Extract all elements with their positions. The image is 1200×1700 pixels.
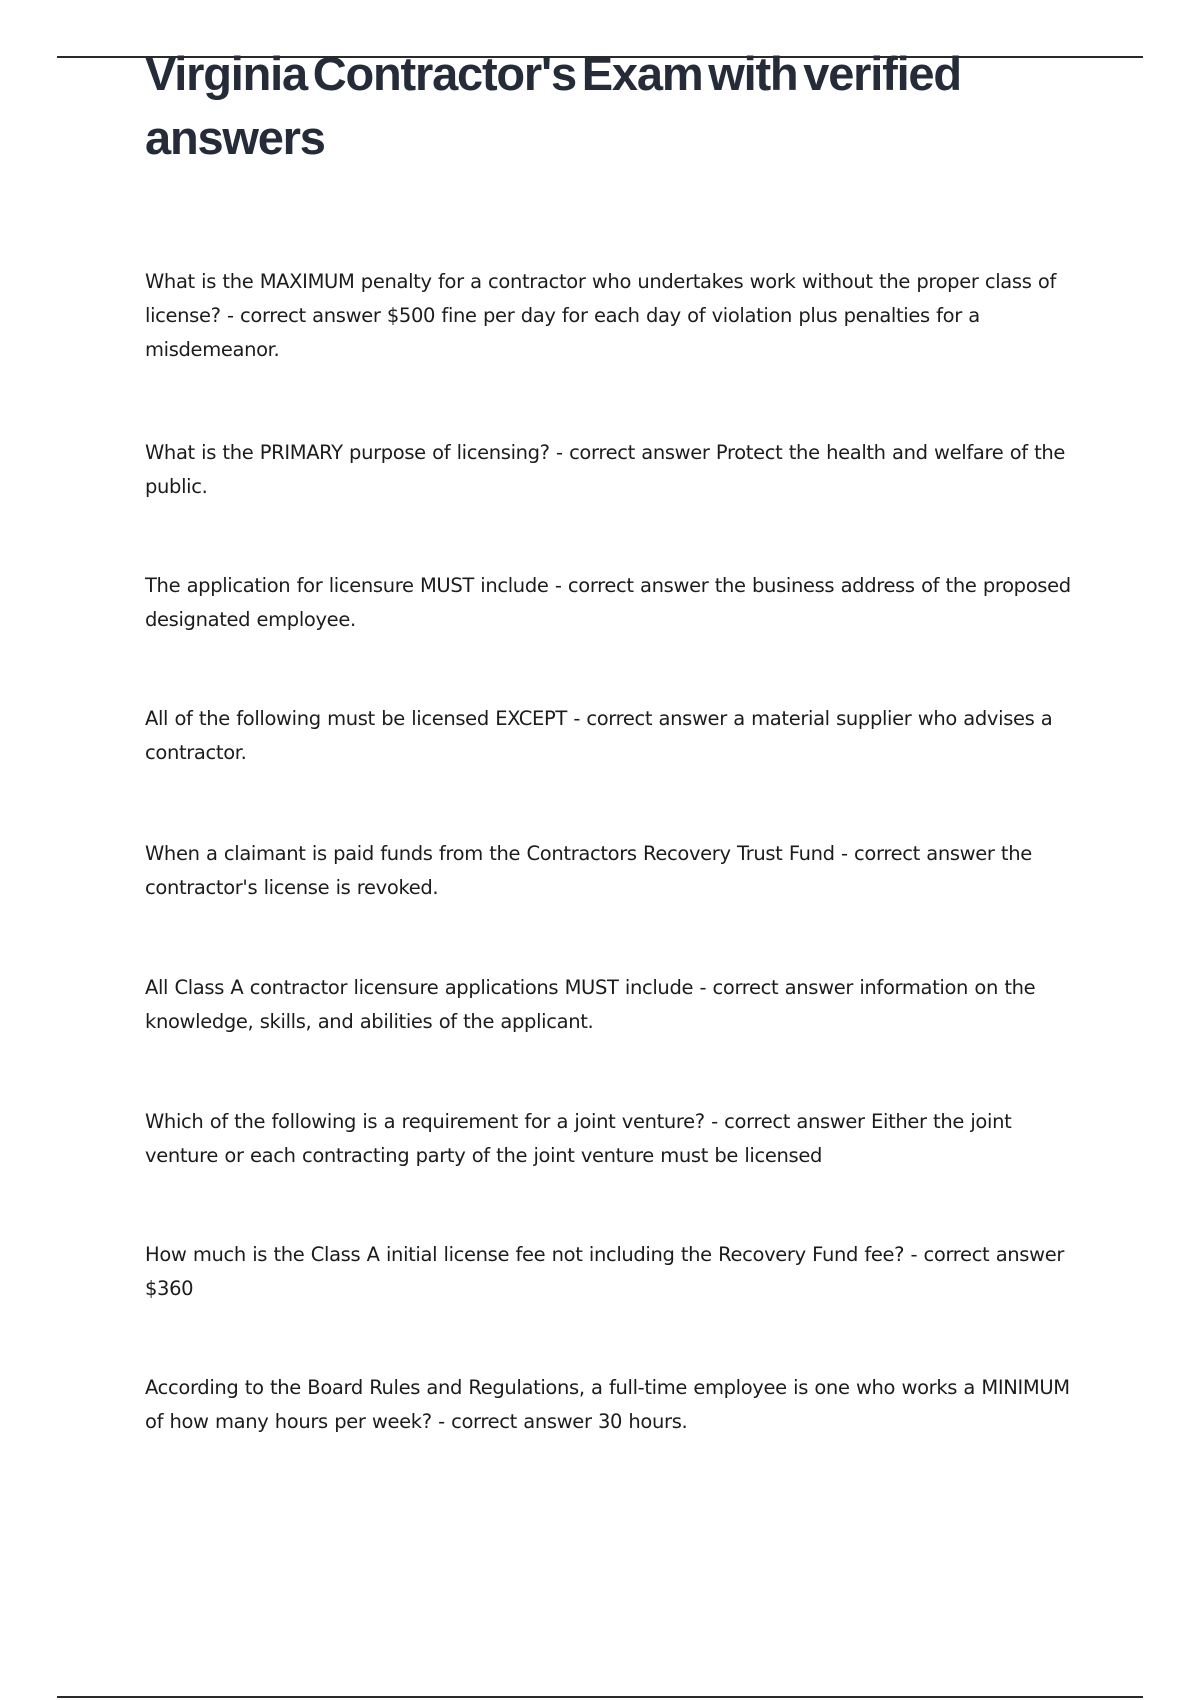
- qa-entry-9: According to the Board Rules and Regulations, a full-time employee is one who works a MINIMUM of how many hours per week? - correct answer 30 hours.: [145, 1376, 1070, 1433]
- bottom-rule: [57, 1696, 1143, 1698]
- qa-entry-7: Which of the following is a requirement for a joint venture? - correct answer Either the joint venture or each contracting party of the joint venture must be licensed: [145, 1110, 1012, 1167]
- qa-entry-1: What is the MAXIMUM penalty for a contractor who undertakes work without the proper class of license? - correct answer $500 fine per day for each day of violation plus penalties for a misdemeanor.: [145, 270, 1056, 361]
- qa-entry-8: How much is the Class A initial license fee not including the Recovery Fund fee? - correct answer $360: [145, 1243, 1065, 1300]
- qa-entry-6: All Class A contractor licensure applications MUST include - correct answer information on the knowledge, skills, and abilities of the applicant.: [145, 976, 1036, 1033]
- document-title: Virginia Contractor's Exam with verified answers: [145, 47, 961, 164]
- qa-entry-4: All of the following must be licensed EXCEPT - correct answer a material supplier who advises a contractor.: [145, 707, 1053, 764]
- qa-entry-2: What is the PRIMARY purpose of licensing? - correct answer Protect the health and welfare of the public.: [145, 441, 1066, 498]
- qa-entry-5: When a claimant is paid funds from the Contractors Recovery Trust Fund - correct answer the contractor's license is revoked.: [145, 842, 1032, 899]
- qa-entry-3: The application for licensure MUST include - correct answer the business address of the proposed designated employee.: [145, 574, 1071, 631]
